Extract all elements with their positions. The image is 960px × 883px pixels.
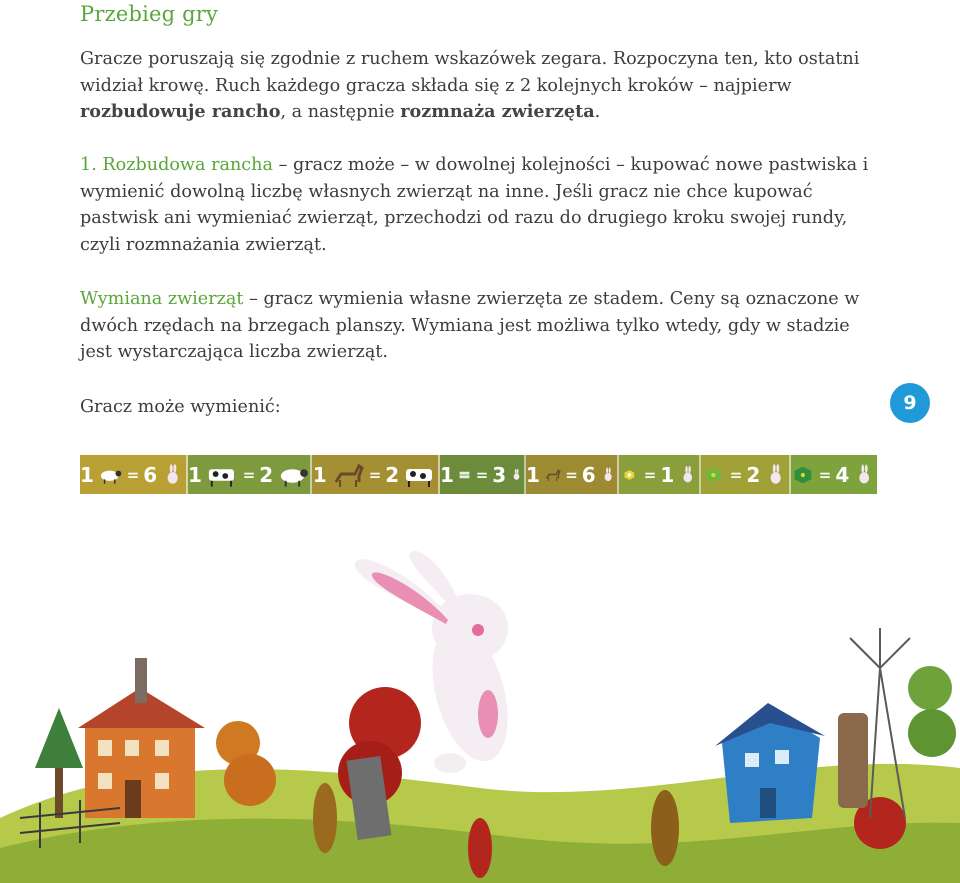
green-tree-icon [908,709,956,757]
exchange-rate-8 [791,455,877,494]
can-exchange-label: Gracz może wymienić: [80,397,281,417]
exchange-left-count: 1 [440,462,454,487]
equals-sign: = [643,465,657,484]
orange-tree-icon [224,754,276,806]
exchange-rate-1 [80,455,188,494]
intro-text-3: . [594,102,601,122]
exchange-right-count: 6 [143,462,158,487]
exchange-left-count: 1 [80,462,94,487]
silo-icon [838,713,868,808]
cow-icon [403,462,437,488]
horse-icon [331,462,365,488]
equals-sign: = [126,465,140,484]
exchange-left-count: 1 [312,462,327,487]
exchange-strip [80,455,877,494]
intro-bold-rancho: rozbudowuje rancho [80,101,281,122]
rabbit-icon [853,462,877,488]
exchange-right-count: 2 [385,462,400,487]
exchange-rate-2 [188,455,312,494]
rabbit-icon [678,462,699,488]
exchange-right-count: 1 [660,462,675,487]
exchange-rate-4 [440,455,526,494]
step1-paragraph [80,152,880,258]
exchange-rate-7 [701,455,791,494]
equals-sign: = [242,465,256,484]
intro-paragraph [80,46,880,126]
sheep-icon [98,462,123,488]
intro-bold-breeding: rozmnaża zwierzęta [400,101,595,122]
exchange-rate-6 [619,455,701,494]
rabbit-icon [510,462,524,488]
intro-text-1: Gracze poruszają się zgodnie z ruchem wskazówek zegara. Rozpoczyna ten, kto ostatni widział krowę. Ruch każdego gracza składa się z 2 kolejnych kroków – najpierw [80,49,860,96]
equals-sign: = [818,465,832,484]
cow-icon [206,462,239,488]
equals-sign: = [729,465,743,484]
exchange-left-count: 1 [188,462,202,487]
exchange-right-count: 2 [259,462,274,487]
equals-sign: = [368,465,382,484]
sheep-icon [277,462,310,488]
exchange-text: – gracz wymienia własne zwierzęta ze stadem. Ceny są oznaczone w dwóch rzędach na brzegach planszy. Wymiana jest możliwa tylko wtedy, gdy w stadzie jest wystarczająca liczba zwierząt. [80,289,860,362]
green-tree-icon [908,666,952,710]
hexagon-small-icon [619,462,640,488]
equals-sign: = [475,465,489,484]
hexagon-medium-icon [701,462,726,488]
cypress-tree-icon [313,783,337,853]
hexagon-large-icon [791,462,815,488]
exchange-right-count: 6 [581,462,596,487]
exchange-right-count: 3 [492,462,507,487]
cypress-tree-icon [651,790,679,866]
equals-sign: = [565,465,578,484]
exchange-paragraph [80,286,880,366]
exchange-right-count: 4 [835,462,850,487]
exchange-right-count: 2 [746,462,761,487]
step1-text: – gracz może – w dowolnej kolejności – kupować nowe pastwiska i wymienić dowolną liczbę własnych zwierząt na inne. Jeśli gracz nie chce kupować pastwisk ani wymieniać zwierząt, przechodzi od razu do drugiego kroku swojej rundy, czyli rozmnażania zwierząt. [80,155,869,255]
farm-illustration [0,518,960,883]
rabbit-icon [764,462,789,488]
horse-icon [544,462,561,488]
pasture-icon [458,462,472,488]
exchange-heading: Wymiana zwierząt [80,289,244,309]
page-number-badge: 9 [890,383,930,423]
section-title: Przebieg gry [80,2,219,26]
cypress-tree-icon [468,818,492,878]
intro-text-2: , a następnie [280,102,401,122]
step1-heading: 1. Rozbudowa rancha [80,155,273,175]
rabbit-icon [161,462,186,488]
exchange-rate-5 [526,455,619,494]
exchange-rate-3 [312,455,440,494]
exchange-left-count: 1 [526,462,540,487]
rabbit-icon [600,462,617,488]
